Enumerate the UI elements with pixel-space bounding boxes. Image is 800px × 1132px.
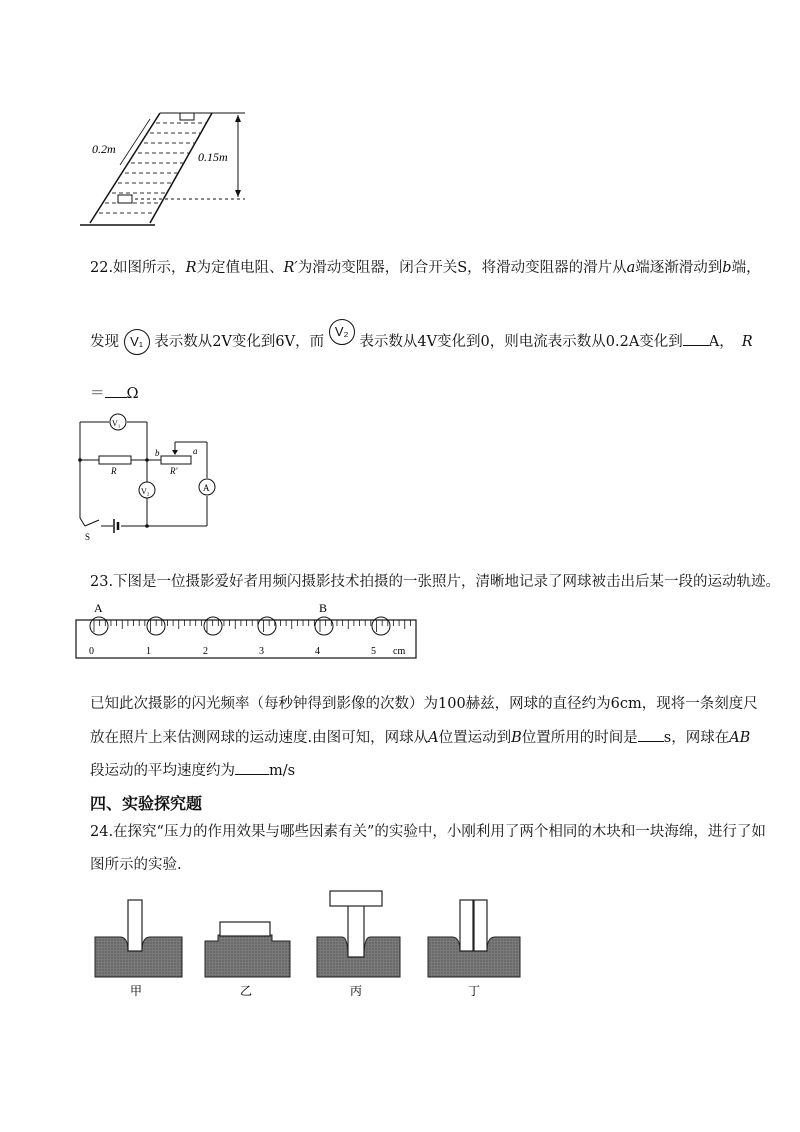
ruler-tick-4: 4: [315, 646, 320, 657]
ruler-label-b: B: [319, 601, 328, 615]
circuit-rp-label: R′: [170, 466, 178, 476]
q24-line2: 图所示的实验.: [90, 857, 182, 873]
circuit-ammeter-label: A: [203, 483, 210, 493]
q23-para1: 已知此次摄影的闪光频率（每秒钟得到影像的次数）为100赫兹，网球的直径约为6cm，现将一条刻度尺: [90, 696, 758, 712]
ruler-tick-5: 5: [371, 646, 376, 657]
label-jia: 甲: [130, 984, 143, 998]
q23-line1: 23.下图是一位摄影爱好者用频闪摄影技术拍摄的一张照片，清晰地记录了网球被击出后某一段的运动轨迹。: [90, 574, 781, 590]
ruler-tick-0: 0: [89, 646, 94, 657]
answer-blank-speed[interactable]: [235, 774, 269, 775]
ruler-unit: cm: [393, 646, 406, 657]
q22-line1: 22.如图所示，R为定值电阻、R′为滑动变阻器，闭合开关S，将滑动变阻器的滑片从a端逐渐滑动到b端，: [90, 260, 761, 276]
circuit-v1-label: V₁: [112, 419, 121, 428]
label-0-15m: 0.15m: [198, 150, 228, 164]
q22-line3: ＝ Ω: [90, 386, 139, 402]
ruler-tick-1: 1: [146, 646, 151, 657]
ruler-label-a: A: [94, 601, 103, 615]
voltmeter-v2-icon: V₂: [329, 319, 355, 345]
label-0-2m: 0.2m: [92, 142, 116, 156]
answer-blank-current[interactable]: [683, 345, 709, 346]
circuit-a-label: a: [193, 446, 198, 456]
label-ding: 丁: [468, 984, 481, 998]
answer-blank-time[interactable]: [638, 741, 664, 742]
circuit-b-label: b: [155, 448, 160, 458]
q24-line1: 24.在探究“压力的作用效果与哪些因素有关”的实验中，小刚利用了两个相同的木块和一块海绵，进行了如: [90, 824, 766, 840]
q22-line2: 发现 V₁ 表示数从2V变化到6V，而 V₂ 表示数从4V变化到0，则电流表示数从0.2A变化到 A， R: [90, 328, 753, 356]
voltmeter-v1-icon: V₁: [124, 329, 150, 355]
q23-para2: 放在照片上来估测网球的运动速度.由图可知，网球从A位置运动到B位置所用的时间是 s，网球在AB: [90, 730, 751, 746]
circuit-diagram: [75, 410, 220, 542]
circuit-switch-label: S: [85, 532, 91, 542]
label-bing: 丙: [350, 984, 363, 998]
circuit-v2-label: V₂: [141, 487, 150, 496]
section-heading: 四、实验探究题: [90, 794, 203, 813]
answer-blank-resistance[interactable]: [105, 397, 127, 398]
ruler-tick-3: 3: [259, 646, 264, 657]
q23-para3: 段运动的平均速度约为 m/s: [90, 763, 296, 779]
inclined-container-figure: [80, 95, 250, 230]
sponge-experiment-figure: [90, 885, 530, 1000]
label-yi: 乙: [240, 984, 253, 998]
ruler-tick-2: 2: [203, 646, 208, 657]
circuit-r-label: R: [111, 466, 117, 476]
ruler-figure: [75, 600, 420, 662]
